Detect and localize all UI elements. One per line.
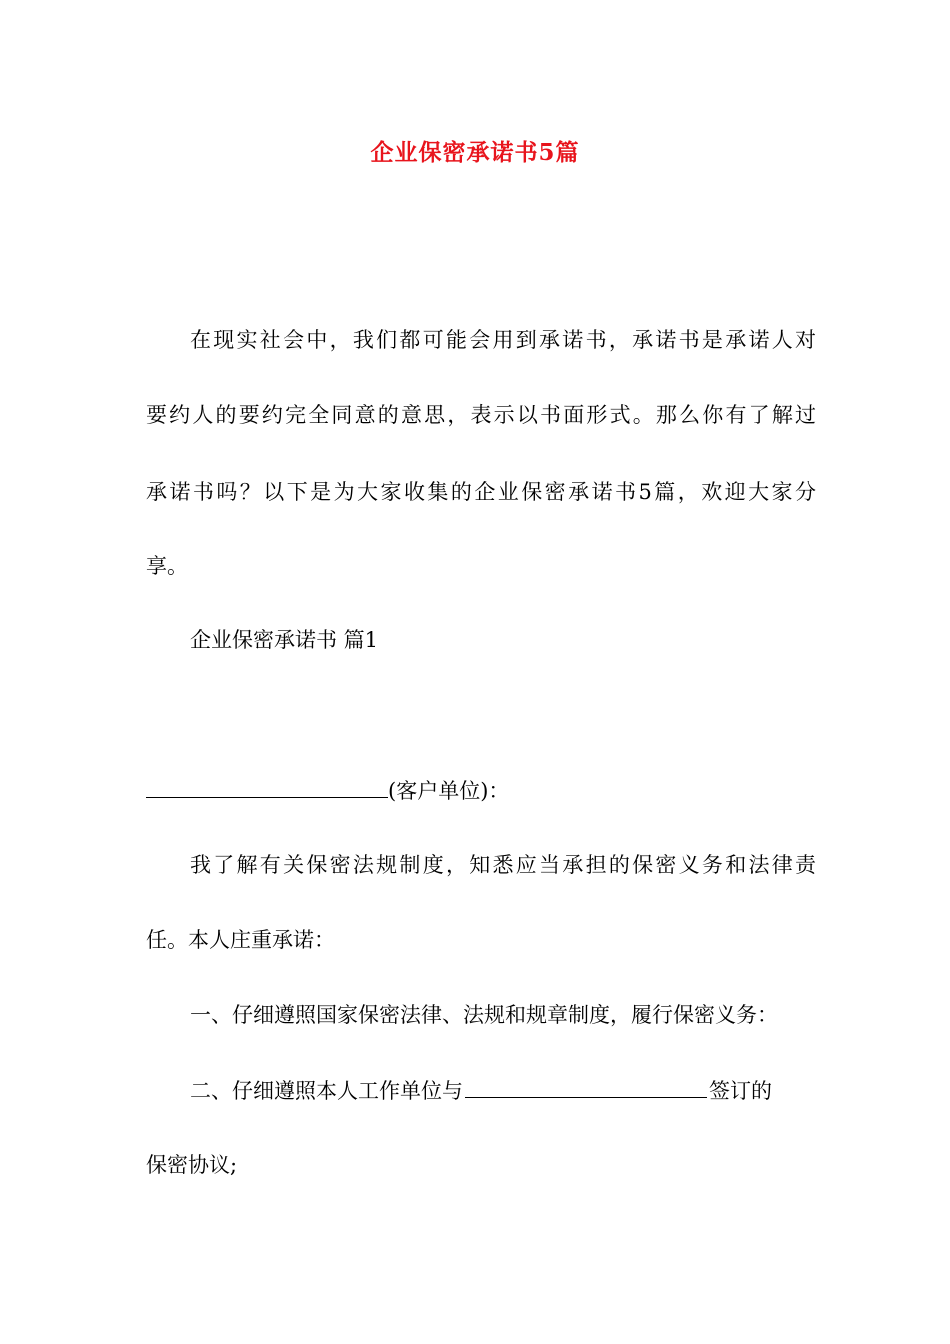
document-title: 企业保密承诺书5篇 — [370, 139, 580, 166]
client-label: (客户单位)： — [388, 779, 510, 803]
body-paragraph-1-line-1: 我了解有关保密法规制度，知悉应当承担的保密义务和法律责 — [190, 853, 816, 877]
commitment-item-2-after: 签订的 — [709, 1079, 772, 1103]
body-paragraph-1-line-2: 任。本人庄重承诺： — [146, 928, 335, 952]
intro-line-4: 享。 — [146, 554, 188, 578]
intro-line-2: 要约人的要约完全同意的意思，表示以书面形式。那么你有了解过 — [146, 403, 816, 427]
commitment-item-2-before: 二、仔细遵照本人工作单位与 — [190, 1079, 463, 1103]
client-blank-field — [146, 775, 388, 798]
client-line — [146, 775, 816, 806]
commitment-item-2 — [146, 1075, 816, 1106]
intro-line-1: 在现实社会中，我们都可能会用到承诺书，承诺书是承诺人对 — [190, 328, 816, 352]
commitment-item-1: 一、仔细遵照国家保密法律、法规和规章制度，履行保密义务： — [190, 1003, 778, 1027]
intro-line-3: 承诺书吗？以下是为大家收集的企业保密承诺书5篇，欢迎大家分 — [146, 480, 816, 504]
section-heading: 企业保密承诺书 篇1 — [190, 628, 379, 652]
commitment-item-2-line-2: 保密协议; — [146, 1153, 238, 1177]
employer-blank-field — [465, 1075, 707, 1098]
